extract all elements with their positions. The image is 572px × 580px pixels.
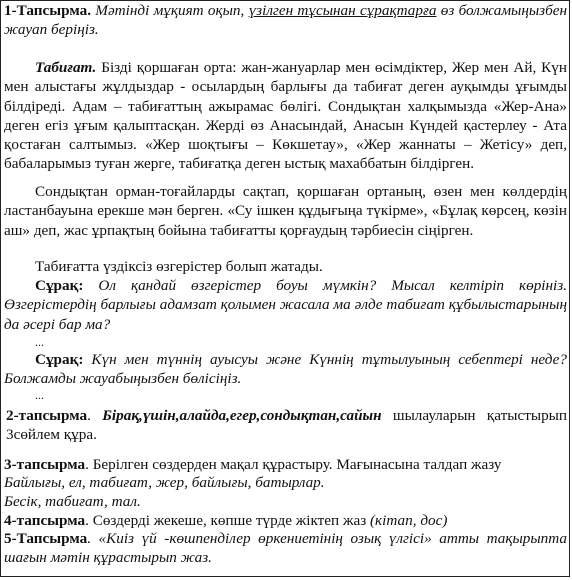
task2-words: Бірақ,үшін,алайда,егер,сондықтан,сайын	[102, 407, 382, 424]
nature-text-title: Табиғат.	[35, 59, 97, 76]
nature-text-paragraph-3: Табиғатта үздіксіз өзгерістер болып жатады.	[35, 258, 323, 275]
task3-instruction: 3-тапсырма. Берілген сөздерден мақал құрастыру. Мағынасына талдап жазу	[4, 456, 502, 473]
task1-instruction: 1-Тапсырма. Мәтінді мұқият оқып, үзілген тұсынан сұрақтарға өз болжамыңызбен жауап беріңіз.	[4, 2, 568, 39]
task5-instruction: 5-Тапсырма. «Киіз үй -көшпенділер өркениетінің озық үлгісі» атты тақырыпта шағын мәтін құрастырып жаз.	[4, 530, 567, 567]
nature-text-paragraph-1: Табиғат. Бізді қоршаған орта: жан-жануарлар мен өсімдіктер, Жер мен Ай, Күн мен алыстағы жұлдыздар - осылардың барлығы да табиғат деген ауқымды ұғымды білдіреді. Адам – табиғаттың ажырамас бөлігі. Сондықтан халқымызда «Жер-Ана» деген егіз ұғым қалыптасқан. Жерді өз Анасындай, Анасын Күндей қастерлеу - Ата қостаған салтымыз. «Жер шоқтығы – Көкшетау», «Жер жаннаты – Жетісу» деп, бабаларымыз туған жерге, табиғатқа деген ыстық махаббатын білдірген.	[4, 59, 567, 173]
task4-instruction: 4-тапсырма. Сөздерді жекеше, көпше түрде жіктеп жаз (кітап, дос)	[4, 512, 448, 529]
task2-label: 2-тапсырма	[6, 407, 88, 424]
task4-words: (кітап, дос)	[370, 512, 448, 529]
task1-label: 1-Тапсырма.	[4, 2, 91, 19]
task3-label: 3-тапсырма	[4, 456, 86, 473]
task1-underlined-text: үзілген тұсынан сұрақтарға	[248, 2, 437, 19]
question-2: Сұрақ: Күн мен түннің ауысуы және Күннің тұтылуының себептері неде? Болжамды жауабыңызбен бөлісіңіз.	[4, 351, 567, 388]
task5-label: 5-Тапсырма	[4, 530, 88, 547]
task2-instruction: 2-тапсырма. Бірақ,үшін,алайда,егер,сондықтан,сайын шылауларын қатыстырып 3сөйлем құра.	[6, 407, 567, 444]
question-1-label: Сұрақ:	[35, 277, 84, 294]
question-2-label: Сұрақ:	[35, 351, 84, 368]
question-2-answer-dots: ...	[35, 388, 44, 402]
task3-words-1: Байлығы, ел, табиғат, жер, байлығы, батырлар.	[4, 474, 325, 491]
question-1-answer-dots: ...	[35, 335, 44, 349]
question-1: Сұрақ: Ол қандай өзгерістер боуы мүмкін? Мысал келтіріп көрініз. Өзгерістердің барлығы адамзат қолымен жасала ма әлде табиғат құбылыстарының да әсері бар ма?	[4, 277, 567, 333]
task3-words-2: Бесік, табиғат, тал.	[4, 493, 141, 510]
task4-label: 4-тапсырма	[4, 512, 86, 529]
nature-text-paragraph-2: Сондықтан орман-тоғайларды сақтап, қоршаған ортаның, өзен мен көлдердің ластанбауына ерекше мән берген. «Су ішкен құдығыңа түкірме», «Бұлақ көрсең, көзін аш» деп, жас ұрпақтың бойына табиғатты қорғаудың тәрбиесін сіңірген.	[4, 183, 567, 239]
